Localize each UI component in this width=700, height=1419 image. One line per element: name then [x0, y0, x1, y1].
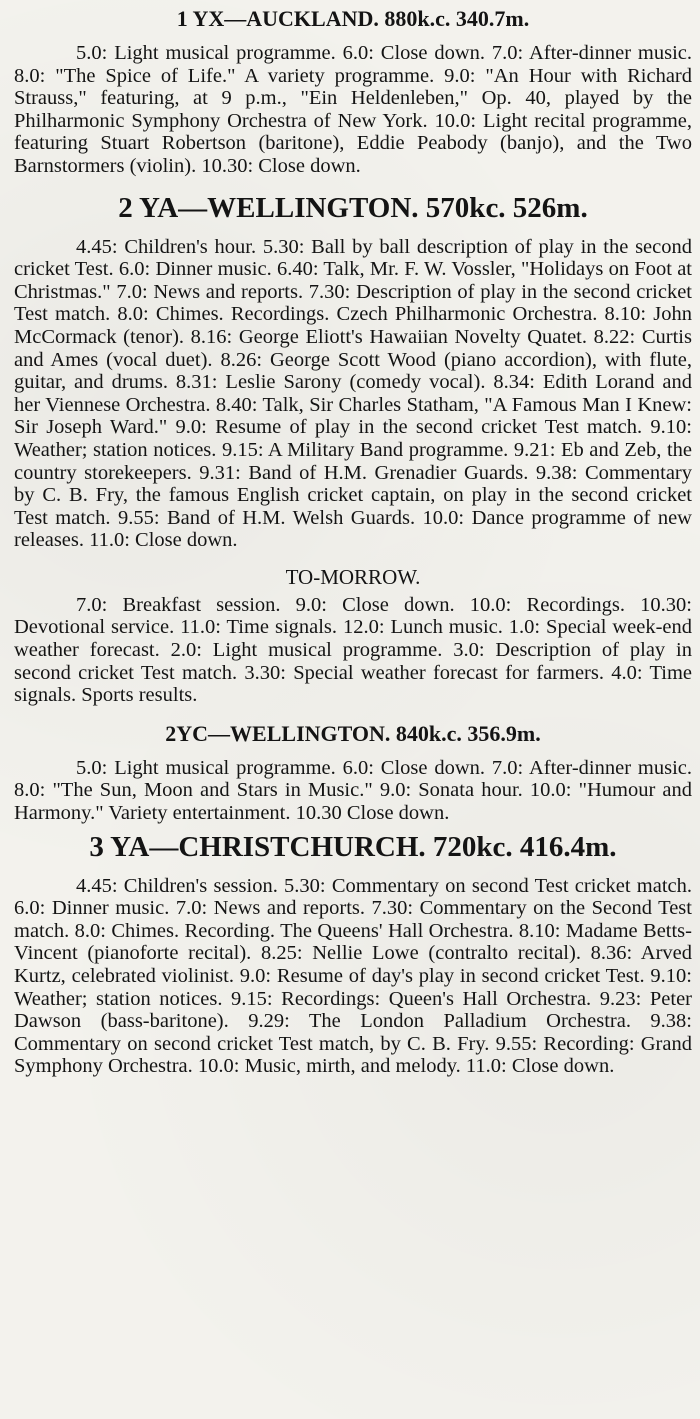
programme-text: 5.0: Light musical programme. 6.0: Close down. 7.0: After-dinner music. 8.0: "The Sun, Moon and Stars in Music." 9.0: Sonata hour. 10.0: "Humour and Harmony." Variety entertainment. 10.30 Close down. — [14, 756, 692, 825]
station-2ya-wellington — [14, 186, 692, 552]
section-tomorrow — [14, 562, 692, 707]
station-2yc-wellington — [14, 717, 692, 825]
programme-text: 7.0: Breakfast session. 9.0: Close down. 10.0: Recordings. 10.30: Devotional service. 11.0: Time signals. 12.0: Lunch music. 1.0: Special week-end weather forecast. 2.0: Light musical programme. 3.0: Description of play in second cricket Test match. 3.30: Special weather forecast for farmers. 4.0: Time signals. Sports results. — [14, 593, 692, 707]
station-heading: 2 YA—WELLINGTON. 570kc. 526m. — [118, 191, 588, 224]
programme-text: 4.45: Children's hour. 5.30: Ball by ball description of play in the second cricket Test. 6.0: Dinner music. 6.40: Talk, Mr. F. W. Vossler, "Holidays on Foot at Christmas." 7.0: News and reports. 7.30: Description of play in the second cricket Test match. 8.0: Chimes. Recordings. Czech Philharmonic Orchestra. 8.10: John McCormack (tenor). 8.16: George Eliott's Hawaiian Novelty Quatet. 8.22: Curtis and Ames (vocal duet). 8.26: George Scott Wood (piano accordion), with flute, guitar, and drums. 8.31: Leslie Sarony (comedy vocal). 8.34: Edith Lorand and her Viennese Orchestra. 8.40: Talk, Sir Charles Statham, "A Famous Man I Knew: Sir Joseph Ward." 9.0: Resume of play in the second cricket Test match. 9.10: Weather; station notices. 9.15: A Military Band programme. 9.21: Eb and Zeb, the country storekeepers. 9.31: Band of H.M. Grenadier Guards. 9.38: Commentary by C. B. Fry, the famous English cricket captain, on play in the second cricket Test match. 9.55: Band of H.M. Welsh Guards. 10.0: Dance programme of new releases. 11.0: Close down. — [14, 235, 692, 552]
programme-text: 5.0: Light musical programme. 6.0: Close down. 7.0: After-dinner music. 8.0: "The Spice of Life." A variety programme. 9.0: "An Hour with Richard Strauss," featuring, at 9 p.m., "Ein Heldenleben," Op. 40, played by the Philharmonic Symphony Orchestra of New York. 10.0: Light recital programme, featuring Stuart Robertson (baritone), Eddie Peabody (banjo), and the Two Barnstormers (violin). 10.30: Close down. — [14, 42, 692, 177]
station-heading: 3 YA—CHRISTCHURCH. 720kc. 416.4m. — [89, 830, 617, 863]
station-heading: 2YC—WELLINGTON. 840k.c. 356.9m. — [165, 720, 541, 746]
station-3ya-christchurch — [14, 825, 692, 1078]
station-1yx-auckland — [14, 2, 692, 178]
section-heading: TO-MORROW. — [285, 564, 421, 589]
station-heading: 1 YX—AUCKLAND. 880k.c. 340.7m. — [176, 6, 530, 31]
programme-text: 4.45: Children's session. 5.30: Commentary on second Test cricket match. 6.0: Dinner music. 7.0: News and reports. 7.30: Commentary on the Second Test match. 8.0: Chimes. Recording. The Queens' Hall Orchestra. 8.10: Madame Betts-Vincent (pianoforte recital). 8.25: Nellie Lowe (contralto recital). 8.36: Arved Kurtz, celebrated violinist. 9.0: Resume of day's play in second cricket Test. 9.10: Weather; station notices. 9.15: Recordings: Queen's Hall Orchestra. 9.23: Peter Dawson (bass-baritone). 9.29: The London Palladium Orchestra. 9.38: Commentary on second cricket Test match, by C. B. Fry. 9.55: Recording: Grand Symphony Orchestra. 10.0: Music, mirth, and melody. 11.0: Close down. — [14, 874, 692, 1078]
